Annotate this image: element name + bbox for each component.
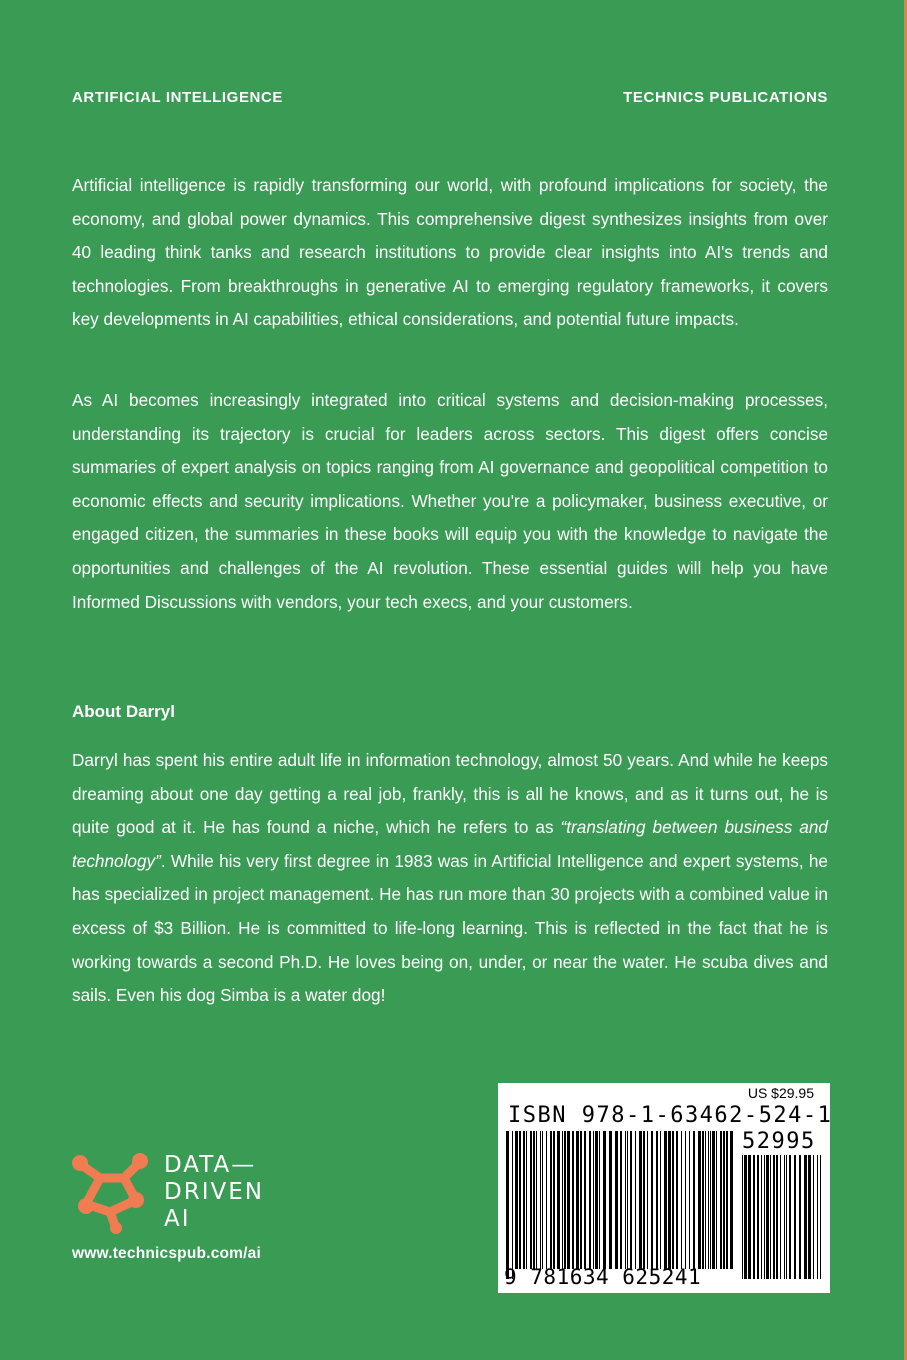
barcode-bar (506, 1131, 509, 1279)
barcode-bar (681, 1131, 682, 1269)
barcode-bar (512, 1131, 513, 1279)
barcode-bar (595, 1131, 598, 1269)
logo-text-line2: DRIVEN (164, 1179, 264, 1205)
barcode-bar (705, 1131, 706, 1269)
molecule-logo-icon (70, 1150, 150, 1234)
barcode-bar (720, 1131, 722, 1269)
barcode-bars (498, 1083, 833, 1293)
barcode-bar (542, 1131, 543, 1269)
barcode-bar (599, 1131, 600, 1269)
barcode-bar (764, 1155, 765, 1279)
addon-code: 52995 (742, 1129, 816, 1154)
website-url[interactable]: www.technicspub.com/ai (72, 1245, 261, 1262)
about-text-end: . While his very first degree in 1983 was in Artificial Intelligence and expert systems, he has specialized in project management. He has run more than 30 projects with a combined value in excess of $3 Billion. He is committed to life-long learning. This is reflected in the fact that he is working towards a second Ph.D. He loves being on, under, or near the water. He scuba dives and sails. Even his dog Simba is a water dog! (72, 850, 828, 1006)
barcode-bar (593, 1131, 594, 1269)
barcode-bar (567, 1131, 570, 1269)
barcode-bar (576, 1131, 579, 1269)
barcode-bar (589, 1131, 591, 1269)
barcode-bar (820, 1155, 821, 1279)
barcode-bar (562, 1131, 563, 1269)
barcode-bar (630, 1131, 632, 1269)
about-heading: About Darryl (72, 702, 175, 721)
description-paragraph-1: Artificial intelligence is rapidly transforming our world, with profound implications for society, the economy, and global power dynamics. This comprehensive digest synthesizes insights from over 40 leading think tanks and research institutions to provide clear insights into AI's trends and technologies. From breakthroughs in generative AI to emerging regulatory frameworks, it covers key developments in AI capabilities, ethical considerations, and potential future impacts. (72, 175, 828, 330)
logo-text-line3: AI (164, 1206, 191, 1232)
barcode-bar (526, 1131, 527, 1269)
barcode-bar (770, 1155, 771, 1279)
about-text-start: Darryl has spent his entire adult life in information technology, almost 50 years. And while he keeps dreaming about one day getting a real job, frankly, this is all he knows, and as it turns out, he is quite good at it. He has found a niche, which he refers to as (72, 750, 828, 838)
barcode-bar (716, 1131, 717, 1269)
barcode-bar (693, 1131, 695, 1269)
barcode-bar (710, 1131, 711, 1269)
barcode-bar (651, 1131, 653, 1269)
barcode-bar (804, 1155, 807, 1279)
barcode-bar (744, 1155, 747, 1279)
barcode-bar (564, 1131, 566, 1269)
barcode-bar (784, 1155, 785, 1279)
barcode-bar (761, 1155, 762, 1279)
barcode-bar (519, 1131, 521, 1269)
barcode-bar (656, 1131, 658, 1269)
barcode-bar (620, 1131, 622, 1269)
category-label: ARTIFICIAL INTELLIGENCE (72, 89, 284, 106)
barcode-bar (786, 1155, 787, 1279)
price-label: US $29.95 (747, 1085, 814, 1101)
barcode-bar (817, 1155, 818, 1279)
barcode-bar (789, 1155, 791, 1279)
about-paragraph (72, 744, 828, 1013)
barcode-bar (723, 1131, 725, 1269)
barcode-bar (730, 1131, 733, 1269)
barcode-bar (748, 1155, 751, 1279)
barcode-panel (498, 1083, 833, 1293)
barcode-bar (780, 1155, 781, 1279)
barcode-bar (625, 1131, 626, 1269)
barcode-bar (523, 1131, 525, 1269)
barcode-bar (742, 1155, 743, 1279)
barcode-bar (676, 1131, 678, 1269)
barcode-bar (799, 1155, 801, 1279)
barcode-bar (660, 1131, 661, 1269)
barcode-bar (557, 1131, 560, 1269)
barcode-bar (533, 1131, 535, 1269)
barcode-bar (639, 1131, 642, 1269)
logo-text-line1: DATA— (164, 1152, 257, 1178)
barcode-bar (757, 1155, 759, 1279)
barcode-bar (698, 1131, 701, 1269)
barcode-bar (773, 1155, 775, 1279)
barcode-bar (708, 1131, 709, 1269)
ean-digits: 9 781634 625241 (504, 1265, 702, 1289)
barcode-bar (540, 1131, 541, 1269)
barcode-bar (689, 1131, 690, 1269)
barcode-bar (753, 1155, 755, 1279)
barcode-bar (553, 1131, 555, 1269)
barcode-bar (515, 1131, 518, 1269)
barcode-bar (609, 1131, 612, 1269)
barcode-bar (615, 1131, 618, 1269)
barcode-bar (808, 1155, 811, 1279)
barcode-bar (712, 1131, 715, 1269)
barcode-bar (668, 1131, 671, 1269)
data-driven-ai-logo (70, 1150, 290, 1240)
barcode-bar (776, 1155, 778, 1279)
barcode-bar (546, 1131, 547, 1269)
barcode-bar (794, 1155, 796, 1279)
barcode-bar (550, 1131, 552, 1269)
publisher-label: TECHNICS PUBLICATIONS (623, 89, 828, 106)
barcode-bar (766, 1155, 769, 1279)
about-text-italic: “translating between business and technology” (72, 817, 828, 871)
barcode-bar (702, 1131, 704, 1269)
barcode-bar (580, 1131, 582, 1269)
barcode-bar (627, 1131, 628, 1269)
barcode-bar (635, 1131, 636, 1269)
barcode-bar (647, 1131, 648, 1269)
barcode-bar (685, 1131, 686, 1269)
barcode-bar (572, 1131, 574, 1269)
barcode-bar (813, 1155, 814, 1279)
barcode-bar (530, 1131, 532, 1269)
barcode-bar (603, 1131, 606, 1269)
barcode-bar (726, 1131, 728, 1269)
barcode-bar (664, 1131, 667, 1269)
barcode-bar (643, 1131, 645, 1269)
description-paragraph-2: As AI becomes increasingly integrated into critical systems and decision-making processes, understanding its trajectory is crucial for leaders across sectors. This digest offers concise summaries of expert analysis on topics ranging from AI governance and geopolitical competition to economic effects and security implications. Whether you're a policymaker, business executive, or engaged citizen, the summaries in these books will equip you with the knowledge to navigate the opportunities and challenges of the AI revolution. These essential guides will help you have Informed Discussions with vendors, your tech execs, and your customers. (72, 390, 828, 612)
isbn-number: ISBN 978-1-63462-524-1 (508, 1103, 833, 1128)
barcode-bar (584, 1131, 586, 1269)
barcode-bar (536, 1131, 537, 1269)
barcode-bar (672, 1131, 674, 1269)
